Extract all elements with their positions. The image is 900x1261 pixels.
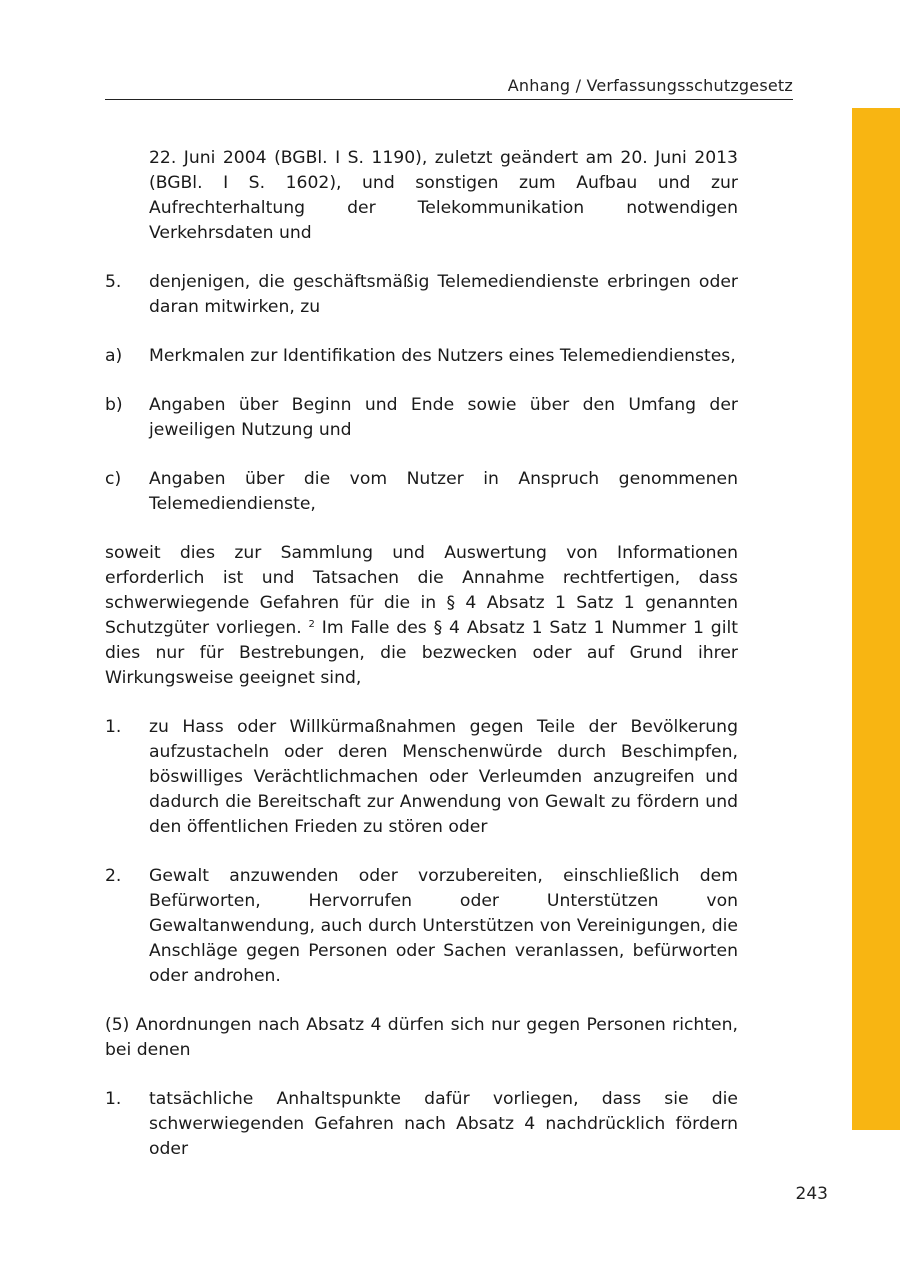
page-body [105,146,738,1162]
list-marker: 1. [105,717,122,737]
list-item-text: denjenigen, die geschäftsmäßig Telemediendienste erbringen oder daran mitwirken, zu [149,272,738,317]
running-header: Anhang / Verfassungsschutzgesetz [507,76,793,95]
paragraph-main [105,541,738,691]
list-item-text: Gewalt anzuwenden oder vorzubereiten, einschließlich dem Befürworten, Hervorrufen oder Unterstützen von Gewaltanwendung, auch durch Unterstützen von Vereinigungen, die Anschläge gegen Personen oder Sachen veranlassen, befürworten oder androhen. [149,866,738,986]
list-marker: b) [105,395,123,415]
list-item-text: zu Hass oder Willkürmaßnahmen gegen Teile der Bevölkerung aufzustacheln oder deren Menschenwürde durch Beschimpfen, böswilliges Verächtlichmachen oder Verleumden anzugreifen und dadurch die Bereitschaft zur Anwendung von Gewalt zu fördern und den öffentlichen Frieden zu stören oder [149,717,738,837]
paragraph-text: (5) Anordnungen nach Absatz 4 dürfen sich nur gegen Personen richten, bei denen [105,1015,738,1060]
page-number: 243 [795,1184,828,1204]
list-item-1 [105,715,738,840]
list-item-text: Angaben über die vom Nutzer in Anspruch genommenen Telemediendienste, [149,469,738,514]
list-item-text: Angaben über Beginn und Ende sowie über den Umfang der jeweiligen Nutzung und [149,395,738,440]
list-item-1-second [105,1087,738,1162]
list-item-text: tatsächliche Anhaltspunkte dafür vorliegen, dass sie die schwerwiegenden Gefahren nach Absatz 4 nachdrücklich fördern oder [149,1089,738,1159]
list-item-c [105,467,738,517]
chapter-thumb-tab [852,108,900,1130]
list-item-2 [105,864,738,989]
list-item-text: Merkmalen zur Identifikation des Nutzers eines Telemediendienstes, [149,346,736,366]
list-marker: c) [105,469,122,489]
list-item-a [105,344,738,369]
sentence-number: 2 [308,619,315,630]
list-item-5 [105,270,738,320]
list-marker: 5. [105,272,122,292]
list-item-continuation [105,146,738,246]
paragraph-5 [105,1013,738,1063]
list-marker: a) [105,346,123,366]
list-marker: 1. [105,1089,122,1109]
paragraph-text: Im Falle des § 4 Absatz 1 Satz 1 Nummer 1 gilt dies nur für Bestrebungen, die bezwecken oder auf Grund ihrer Wirkungsweise geeignet sind, [105,618,739,688]
list-marker: 2. [105,866,122,886]
list-item-b [105,393,738,443]
continuation-text: 22. Juni 2004 (BGBl. I S. 1190), zuletzt geändert am 20. Juni 2013 (BGBl. I S. 1602), und sonstigen zum Aufbau und zur Aufrechterhaltung der Telekommunikation notwendigen Verkehrsdaten und [149,148,738,243]
header-divider [105,99,793,100]
paragraph-text: soweit dies zur Sammlung und Auswertung von Informationen erforderlich ist und Tatsachen die Annahme rechtfertigen, dass schwerwiegende Gefahren für die in § 4 Absatz 1 Satz 1 genannten Schutzgüter vorliegen. [105,543,738,638]
